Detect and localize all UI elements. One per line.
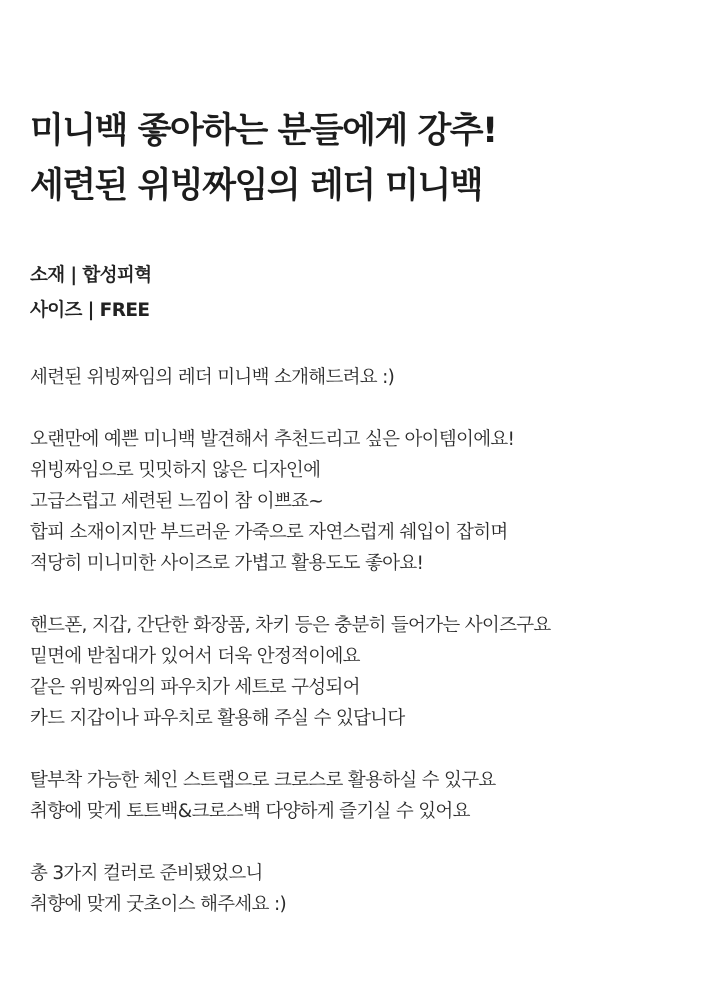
- text-line: 취향에 맞게 굿초이스 해주세요 :): [30, 894, 286, 915]
- text-line: 위빙짜임으로 밋밋하지 않은 디자인에: [30, 460, 321, 481]
- product-specs: [30, 258, 151, 328]
- paragraph-design: [30, 424, 551, 579]
- text-line: 같은 위빙짜임의 파우치가 세트로 구성되어: [30, 677, 360, 698]
- text-line: 핸드폰, 지갑, 간단한 화장품, 차키 등은 충분히 들어가는 사이즈구요: [30, 615, 551, 636]
- headline: [30, 104, 497, 214]
- text-line: 오랜만에 예쁜 미니백 발견해서 추천드리고 싶은 아이템이에요!: [30, 429, 515, 450]
- paragraph-strap: [30, 765, 551, 827]
- text-line: 합피 소재이지만 부드러운 가죽으로 자연스럽게 쉐입이 잡히며: [30, 522, 508, 543]
- paragraph-capacity: [30, 610, 551, 734]
- paragraph-intro: [30, 362, 551, 393]
- text-line: 총 3가지 컬러로 준비됐었으니: [30, 863, 263, 884]
- description-body: [30, 362, 551, 951]
- spec-size: 사이즈 | FREE: [30, 300, 150, 321]
- headline-line-2: 세련된 위빙짜임의 레더 미니백: [30, 166, 483, 206]
- text-line: 탈부착 가능한 체인 스트랩으로 크로스로 활용하실 수 있구요: [30, 770, 496, 791]
- text-line: 적당히 미니미한 사이즈로 가볍고 활용도도 좋아요!: [30, 553, 424, 574]
- spec-material: 소재 | 합성피혁: [30, 265, 152, 286]
- text-line: 취향에 맞게 토트백&크로스백 다양하게 즐기실 수 있어요: [30, 801, 470, 822]
- text-line: 세련된 위빙짜임의 레더 미니백 소개해드려요 :): [30, 367, 395, 388]
- headline-line-1: 미니백 좋아하는 분들에게 강추!: [30, 111, 497, 151]
- text-line: 카드 지갑이나 파우치로 활용해 주실 수 있답니다: [30, 708, 405, 729]
- text-line: 밑면에 받침대가 있어서 더욱 안정적이에요: [30, 646, 360, 667]
- paragraph-colors: [30, 858, 551, 920]
- text-line: 고급스럽고 세련된 느낌이 참 이쁘죠~: [30, 491, 324, 512]
